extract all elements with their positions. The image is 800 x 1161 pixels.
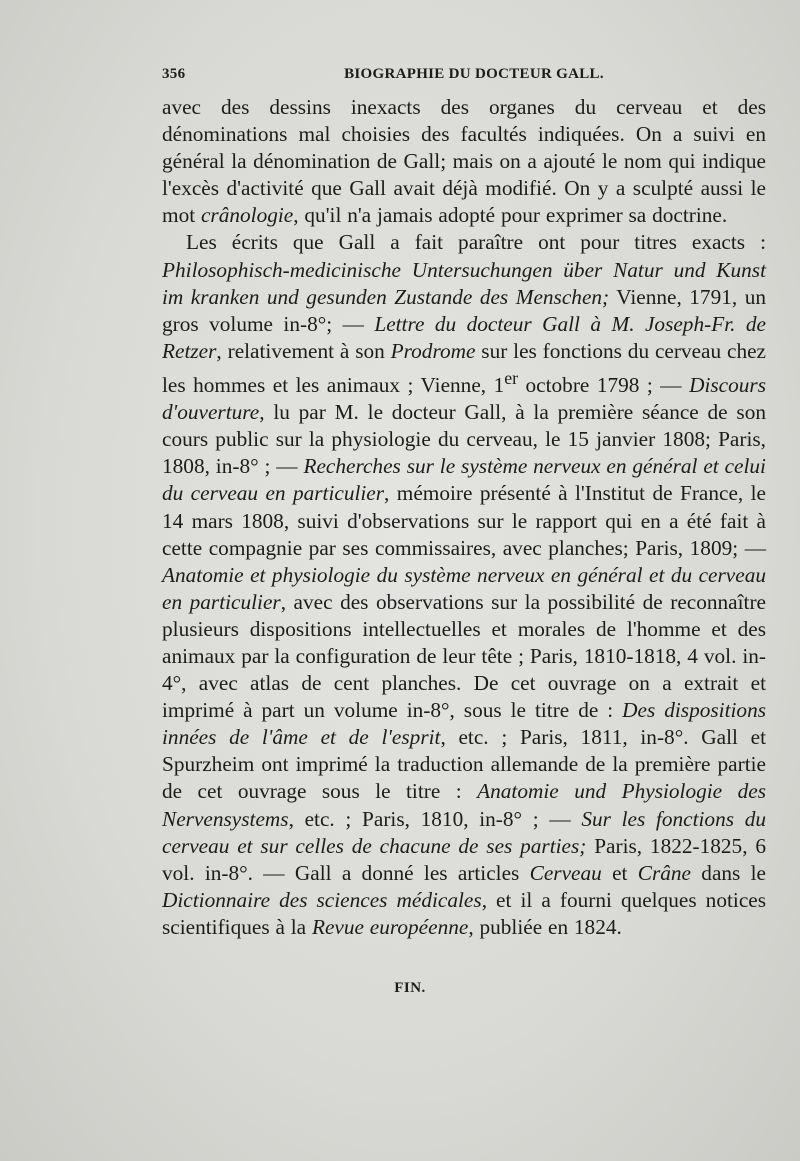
work-title: Revue européenne [311, 914, 469, 939]
page-number: 356 [162, 66, 186, 82]
italic-term: crânologie [200, 203, 294, 228]
work-title: Crâne [637, 860, 691, 885]
work-title: Discours d'ouverture [162, 373, 766, 425]
work-title: Dictionnaire des sciences médicales [162, 887, 482, 912]
work-title: Cerveau [529, 860, 602, 885]
work-title: Prodrome [390, 338, 476, 363]
work-title: Des dispositions innées de l'âme et de l'esprit [162, 698, 767, 750]
work-title: Recherches sur le système nerveux en général et celui du cerveau en particulier [162, 454, 766, 506]
work-title: Lettre du docteur Gall à M. Joseph-Fr. de Retzer [162, 311, 766, 363]
work-title: Philosophisch-medicinische Untersuchungen über Natur und Kunst im kranken und gesunden Zustande des Menschen; [162, 257, 766, 309]
paragraph-continuation: avec des dessins inexacts des organes du cerveau et des dénominations mal choisies des facultés indiquées. On a suivi en général la dénomination de Gall; mais on a ajouté le nom qui indique l'excès d'activité que Gall avait déjà modifié. On y a sculpté aussi le mot crânologie, qu'il n'a jamais adopté pour exprimer sa doctrine. [162, 95, 766, 228]
body-text [162, 94, 766, 941]
work-title: Sur les fonctions du cerveau et sur celles de chacune de ses parties; [162, 806, 766, 858]
work-title: Anatomie et physiologie du système nerveux en général et du cerveau en particulier [162, 562, 766, 614]
work-title: Anatomie und Physiologie des Nervensystems [162, 779, 766, 831]
page-header [162, 66, 766, 88]
superscript: er [504, 367, 519, 388]
end-mark: FIN. [394, 980, 426, 996]
paragraph-works-list: Les écrits que Gall a fait paraître ont pour titres exacts : Philosophisch-medicinische Untersuchungen über Natur und Kunst im kranken und gesunden Zustande des Menschen; Vienne, 1791, un gros volume in-8°; — Lettre du docteur Gall à M. Joseph-Fr. de Retzer, relativement à son Prodrome sur les fonctions du cerveau chez les hommes et les animaux ; Vienne, 1er octobre 1798 ; — Discours d'ouverture, lu par M. le docteur Gall, à la première séance de son cours public sur la physiologie du cerveau, le 15 janvier 1808; Paris, 1808, in-8° ; — Recherches sur le système nerveux en général et celui du cerveau en particulier, mémoire présenté à l'Institut de France, le 14 mars 1808, suivi d'observations sur le rapport qui en a été fait à cette compagnie par ses commissaires, avec planches; Paris, 1809; — Anatomie et physiologie du système nerveux en général et du cerveau en particulier, avec des observations sur la possibilité de reconnaître plusieurs dispositions intellectuelles et morales de l'homme et des animaux par la configuration de leur tête ; Paris, 1810-1818, 4 vol. in-4°, avec atlas de cent planches. De cet ouvrage on a extrait et imprimé à part un volume in-8°, sous le titre de : Des dispositions innées de l'âme et de l'esprit, etc. ; Paris, 1811, in-8°. Gall et Spurzheim ont imprimé la traduction allemande de la première partie de cet ouvrage sous le titre : Anatomie und Physiologie des Nervensystems, etc. ; Paris, 1810, in-8° ; — Sur les fonctions du cerveau et sur celles de chacune de ses parties; Paris, 1822-1825, 6 vol. in-8°. — Gall a donné les articles Cerveau et Crâne dans le Dictionnaire des sciences médicales, et il a fourni quelques notices scientifiques à la Revue européenne, publiée en 1824. [162, 230, 767, 939]
running-title: BIOGRAPHIE DU DOCTEUR GALL. [344, 66, 604, 82]
